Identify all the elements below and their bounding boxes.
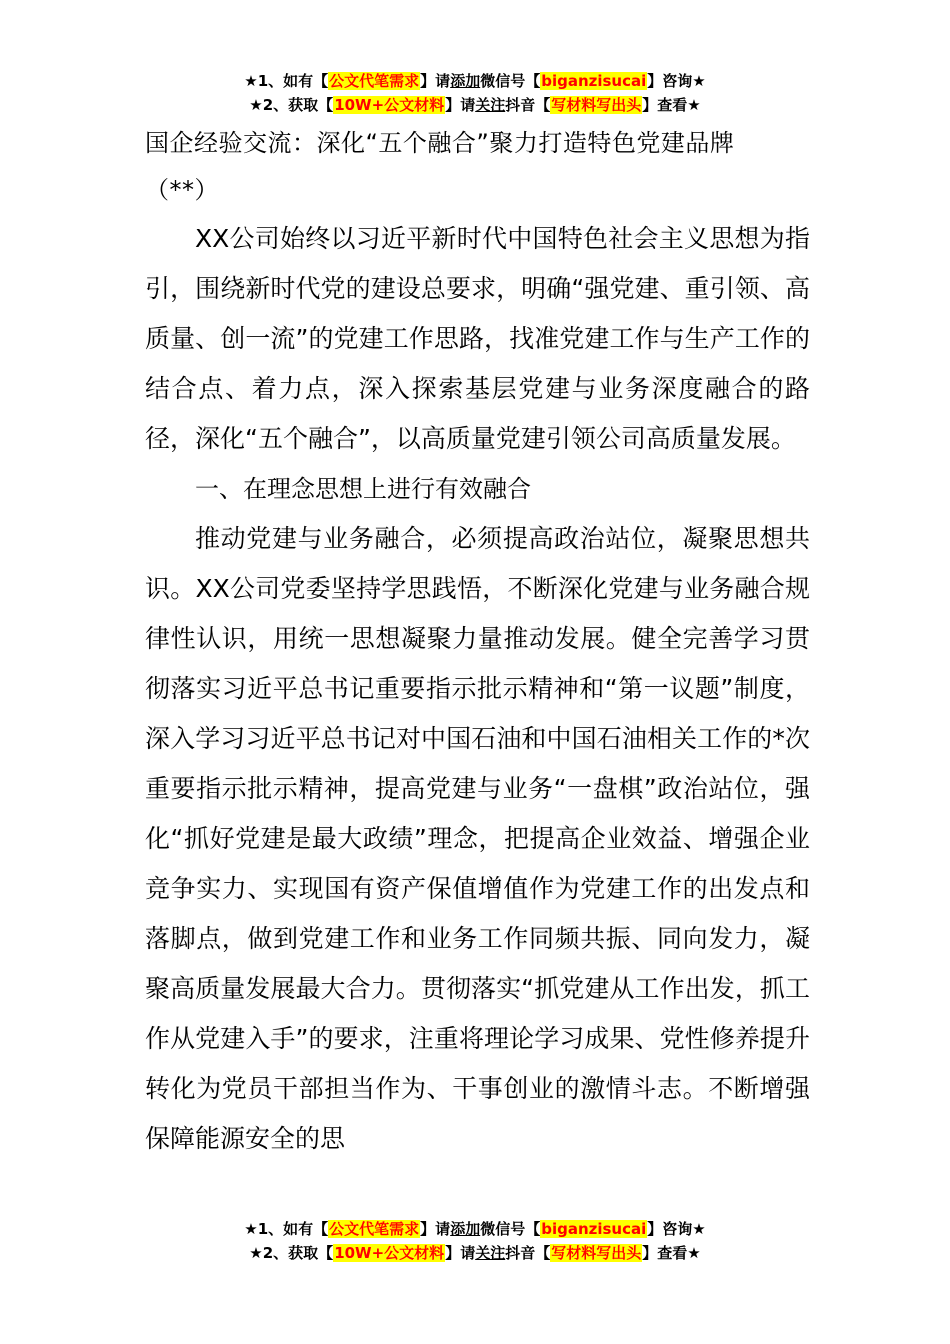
banner-underlined: 关注 [475,96,506,114]
footer-banner [0,1218,950,1266]
banner-text: 】请 [445,1244,476,1262]
banner-text: ★2、获取【 [249,96,334,114]
intro-paragraph: XX公司始终以习近平新时代中国特色社会主义思想为指引，围绕新时代党的建设总要求，明确“强党建、重引领、高质量、创一流”的党建工作思路，找准党建工作与生产工作的结合点、着力点，深入探索基层党建与业务深度融合的路径，深化“五个融合”，以高质量党建引领公司高质量发展。 [145,224,810,453]
banner-text: 】请 [420,1220,451,1238]
banner-highlight: biganzisucai [541,1220,647,1238]
document-title-line-2: （**） [145,176,219,204]
banner-highlight: 10W+公文材料 [334,1244,445,1262]
banner-text: 抖音【 [505,96,551,114]
header-banner [0,70,950,118]
banner-text: 】咨询★ [647,1220,706,1238]
banner-highlight: 写材料写出头 [551,96,642,114]
banner-text: ★1、如有【 [244,72,329,90]
banner-underlined: 关注 [475,1244,506,1262]
banner-highlight: 10W+公文材料 [334,96,445,114]
banner-highlight: biganzisucai [541,72,647,90]
document-title [145,120,810,214]
section-paragraph: 推动党建与业务融合，必须提高政治站位，凝聚思想共识。XX公司党委坚持学思践悟，不断深化党建与业务融合规律性认识，用统一思想凝聚力量推动发展。健全完善学习贯彻落实习近平总书记重要指示批示精神和“第一议题”制度，深入学习习近平总书记对中国石油和中国石油相关工作的*次重要指示批示精神，提高党建与业务“一盘棋”政治站位，强化“抓好党建是最大政绩”理念，把提高企业效益、增强企业竞争实力、实现国有资产保值增值作为党建工作的出发点和落脚点，做到党建工作和业务工作同频共振、同向发力，凝聚高质量发展最大合力。贯彻落实“抓党建从工作出发，抓工作从党建入手”的要求，注重将理论学习成果、党性修养提升转化为党员干部担当作为、干事创业的激情斗志。不断增强保障能源安全的思 [145,524,810,1153]
banner-text: 】请 [445,96,476,114]
banner-line-2 [0,1242,950,1266]
banner-text: 微信号【 [480,1220,541,1238]
banner-underlined: 添加 [450,72,481,90]
section-heading: 一、在理念思想上进行有效融合 [195,475,531,503]
banner-text: 】查看★ [642,1244,701,1262]
banner-line-1 [0,1218,950,1242]
banner-line-1 [0,70,950,94]
banner-text: 抖音【 [505,1244,551,1262]
banner-text: 】咨询★ [647,72,706,90]
banner-text: 】查看★ [642,96,701,114]
banner-text: 微信号【 [480,72,541,90]
document-title-line-1: 国企经验交流：深化“五个融合”聚力打造特色党建品牌 [145,129,735,157]
banner-highlight: 公文代笔需求 [329,1220,420,1238]
banner-text: 】请 [420,72,451,90]
banner-highlight: 写材料写出头 [551,1244,642,1262]
banner-text: ★2、获取【 [249,1244,334,1262]
banner-underlined: 添加 [450,1220,481,1238]
banner-text: ★1、如有【 [244,1220,329,1238]
banner-line-2 [0,94,950,118]
banner-highlight: 公文代笔需求 [329,72,420,90]
document-body [145,120,810,1164]
